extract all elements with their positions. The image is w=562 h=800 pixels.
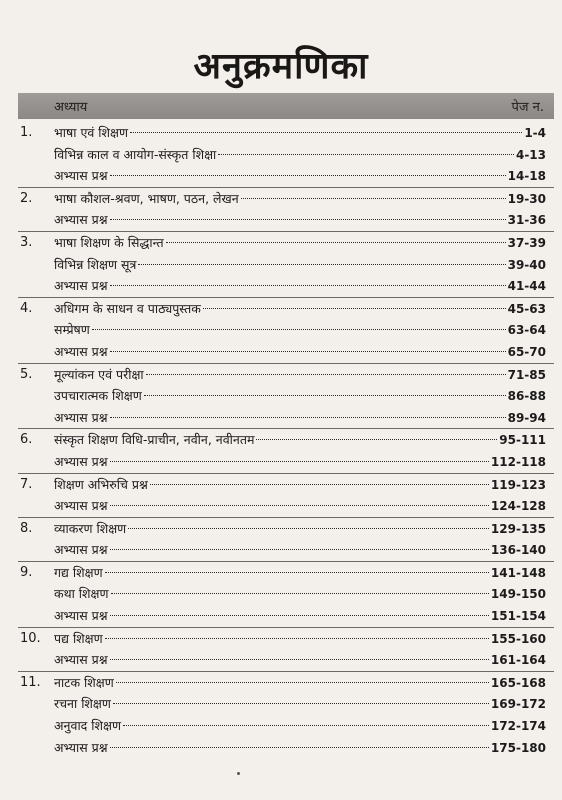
- page-range: 129-135: [490, 521, 546, 536]
- page-range: 14-18: [507, 169, 546, 184]
- toc-entry[interactable]: [18, 517, 554, 540]
- toc-line: [54, 190, 546, 207]
- toc-entry[interactable]: [18, 671, 554, 694]
- toc-entry[interactable]: [18, 583, 554, 605]
- chapter-number: 2.: [20, 190, 33, 206]
- toc-line: [54, 497, 546, 514]
- page-range: 119-123: [490, 477, 546, 492]
- dot-leader: [110, 351, 506, 352]
- entry-title: शिक्षण अभिरुचि प्रश्न: [54, 476, 148, 492]
- dot-leader: [138, 264, 505, 265]
- toc-line: [54, 630, 546, 647]
- page-range: 31-36: [507, 213, 546, 228]
- chapter-number: 11.: [20, 674, 41, 690]
- entry-title: अभ्यास प्रश्न: [54, 409, 108, 425]
- dot-leader: [110, 615, 489, 616]
- toc-line: [54, 695, 546, 712]
- chapter-number: 6.: [20, 432, 33, 448]
- toc-entry[interactable]: [18, 649, 554, 671]
- entry-title: अभ्यास प्रश्न: [54, 739, 108, 755]
- dot-leader: [110, 219, 506, 220]
- entry-title: विभिन्न काल व आयोग-संस्कृत शिक्षा: [54, 146, 217, 162]
- dot-leader: [110, 659, 489, 660]
- dot-leader: [166, 242, 506, 243]
- page-range: 41-44: [507, 279, 546, 294]
- dot-leader: [111, 593, 489, 594]
- toc-entry[interactable]: [18, 144, 554, 166]
- table-of-contents: [18, 122, 554, 758]
- toc-entry[interactable]: [18, 363, 554, 386]
- entry-title: विभिन्न शिक्षण सूत्र: [54, 256, 137, 272]
- dot-leader: [128, 528, 489, 529]
- dot-leader: [203, 308, 506, 309]
- entry-title: अनुवाद शिक्षण: [54, 718, 122, 734]
- entry-title: गद्य शिक्षण: [54, 564, 103, 580]
- entry-title: अभ्यास प्रश्न: [54, 453, 108, 469]
- toc-entry[interactable]: [18, 209, 554, 231]
- toc-line: [54, 300, 546, 317]
- entry-title: अभ्यास प्रश्न: [54, 278, 108, 294]
- toc-line: [54, 277, 546, 294]
- page-range: 172-174: [490, 719, 546, 734]
- toc-line: [54, 607, 546, 624]
- entry-title: व्याकरण शिक्षण: [54, 520, 127, 536]
- chapter-number: 1.: [20, 125, 33, 140]
- toc-line: [54, 146, 546, 163]
- chapter-column-label: अध्याय: [54, 100, 88, 115]
- toc-entry[interactable]: [18, 693, 554, 715]
- page-title: अनुक्रमणिका: [193, 46, 369, 87]
- dot-leader: [146, 374, 506, 375]
- chapter-number: 4.: [20, 300, 33, 316]
- toc-entry[interactable]: [18, 187, 554, 210]
- dot-leader: [116, 682, 489, 683]
- toc-entry[interactable]: [18, 385, 554, 407]
- page-range: 19-30: [507, 191, 546, 206]
- dot-leader: [110, 417, 506, 418]
- chapter-number: 5.: [20, 366, 33, 382]
- toc-line: [54, 321, 546, 338]
- page-range: 155-160: [490, 631, 546, 646]
- page-column-label: पेज न.: [511, 100, 544, 115]
- page-range: 141-148: [490, 565, 546, 580]
- toc-line: [54, 476, 546, 493]
- toc-line: [54, 674, 546, 691]
- entry-title: सम्प्रेषण: [54, 322, 90, 338]
- dot-leader: [110, 175, 506, 176]
- entry-title: अभ्यास प्रश्न: [54, 343, 108, 359]
- page-range: 161-164: [490, 653, 546, 668]
- chapter-number: 7.: [20, 476, 33, 492]
- toc-line: [54, 585, 546, 602]
- toc-entry[interactable]: [18, 341, 554, 363]
- toc-entry[interactable]: [18, 473, 554, 496]
- entry-title: अभ्यास प्रश्न: [54, 212, 108, 228]
- entry-title: अधिगम के साधन व पाठ्यपुस्तक: [54, 300, 201, 316]
- toc-line: [54, 453, 546, 470]
- page-range: 169-172: [490, 697, 546, 712]
- dot-leader: [218, 154, 514, 155]
- toc-line: [54, 167, 546, 184]
- dot-leader: [130, 132, 522, 133]
- page-range: 63-64: [507, 323, 546, 338]
- chapter-number: 3.: [20, 234, 33, 250]
- entry-title: भाषा एवं शिक्षण: [54, 125, 129, 140]
- toc-entry[interactable]: [18, 605, 554, 627]
- toc-line: [54, 431, 546, 448]
- toc-line: [54, 124, 546, 141]
- entry-title: अभ्यास प्रश्न: [54, 652, 108, 668]
- toc-entry[interactable]: [18, 297, 554, 320]
- entry-title: रचना शिक्षण: [54, 696, 111, 712]
- page-range: 165-168: [490, 675, 546, 690]
- entry-title: कथा शिक्षण: [54, 586, 109, 602]
- page-range: 112-118: [490, 454, 546, 469]
- page-range: 175-180: [490, 740, 546, 755]
- dot-leader: [105, 638, 489, 639]
- dot-leader: [110, 505, 489, 506]
- page-range: 89-94: [507, 410, 546, 425]
- entry-title: नाटक शिक्षण: [54, 674, 114, 690]
- dot-leader: [110, 747, 489, 748]
- entry-title: अभ्यास प्रश्न: [54, 498, 108, 514]
- page-range: 71-85: [507, 367, 546, 382]
- entry-title: भाषा शिक्षण के सिद्धान्त: [54, 234, 164, 250]
- page-range: 45-63: [507, 301, 546, 316]
- toc-entry[interactable]: [18, 122, 554, 144]
- page-range: 124-128: [490, 499, 546, 514]
- page-range: 151-154: [490, 609, 546, 624]
- toc-entry[interactable]: [18, 319, 554, 341]
- chapter-number: 9.: [20, 564, 33, 580]
- toc-line: [54, 541, 546, 558]
- chapter-number: 10.: [20, 630, 41, 646]
- entry-title: अभ्यास प्रश्न: [54, 542, 108, 558]
- toc-line: [54, 387, 546, 404]
- toc-line: [54, 343, 546, 360]
- toc-header-bar: [18, 93, 554, 119]
- toc-entry[interactable]: [18, 539, 554, 561]
- dot-leader: [150, 484, 489, 485]
- toc-entry[interactable]: [18, 495, 554, 517]
- toc-line: [54, 520, 546, 537]
- print-speck: [237, 772, 240, 775]
- entry-title: पद्य शिक्षण: [54, 630, 103, 646]
- page-range: 95-111: [499, 433, 546, 448]
- toc-line: [54, 211, 546, 228]
- page-range: 86-88: [507, 389, 546, 404]
- toc-entry[interactable]: [18, 627, 554, 650]
- toc-entry[interactable]: [18, 561, 554, 584]
- dot-leader: [241, 198, 506, 199]
- dot-leader: [144, 395, 506, 396]
- toc-line: [54, 717, 546, 734]
- page-range: 4-13: [515, 147, 546, 162]
- dot-leader: [113, 703, 489, 704]
- toc-line: [54, 234, 546, 251]
- dot-leader: [110, 549, 489, 550]
- page-range: 149-150: [490, 587, 546, 602]
- toc-line: [54, 564, 546, 581]
- dot-leader: [92, 329, 506, 330]
- dot-leader: [110, 285, 506, 286]
- toc-line: [54, 409, 546, 426]
- page-range: 1-4: [524, 126, 546, 140]
- chapter-number: 8.: [20, 520, 33, 536]
- entry-title: मूल्यांकन एवं परीक्षा: [54, 366, 144, 382]
- toc-line: [54, 366, 546, 383]
- toc-line: [54, 651, 546, 668]
- toc-line: [54, 256, 546, 273]
- dot-leader: [256, 439, 497, 440]
- toc-line: [54, 739, 546, 756]
- entry-title: संस्कृत शिक्षण विधि-प्राचीन, नवीन, नवीनतम: [54, 432, 255, 448]
- entry-title: भाषा कौशल-श्रवण, भाषण, पठन, लेखन: [54, 190, 239, 206]
- page-range: 136-140: [490, 543, 546, 558]
- toc-entry[interactable]: [18, 275, 554, 297]
- toc-entry[interactable]: [18, 428, 554, 451]
- entry-title: अभ्यास प्रश्न: [54, 168, 108, 184]
- dot-leader: [123, 725, 489, 726]
- toc-entry[interactable]: [18, 451, 554, 473]
- page-range: 37-39: [507, 235, 546, 250]
- toc-entry[interactable]: [18, 737, 554, 759]
- entry-title: उपचारात्मक शिक्षण: [54, 388, 142, 404]
- dot-leader: [105, 572, 489, 573]
- toc-entry[interactable]: [18, 165, 554, 187]
- page-range: 39-40: [507, 257, 546, 272]
- page-range: 65-70: [507, 344, 546, 359]
- toc-entry[interactable]: [18, 407, 554, 429]
- toc-entry[interactable]: [18, 231, 554, 254]
- entry-title: अभ्यास प्रश्न: [54, 608, 108, 624]
- toc-entry[interactable]: [18, 715, 554, 737]
- toc-entry[interactable]: [18, 254, 554, 276]
- dot-leader: [110, 461, 489, 462]
